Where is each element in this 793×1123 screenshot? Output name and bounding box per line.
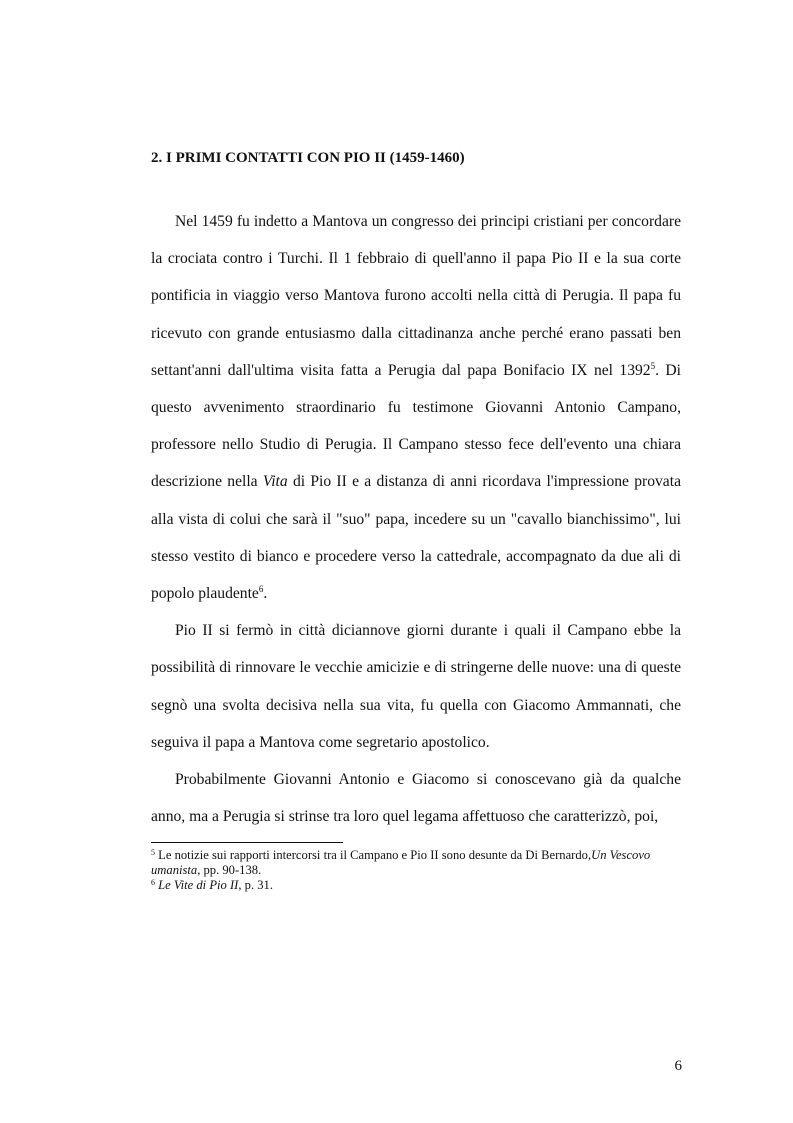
vita-title: Vita [262,473,288,491]
footnote-6 [151,878,681,893]
footnote-6-title: Le Vite di Pio II [155,878,239,892]
paragraph-1-text-d: . [263,585,268,603]
paragraph-1-text-b: . Di questo avvenimento straordinario fu testimone Giovanni Antonio Campano, professore nello Studio di Perugia. Il Campano stesso fece dell'evento una chiara descrizione nella [151,361,681,491]
page-number: 6 [674,1058,682,1074]
paragraph-1 [151,203,681,612]
footnotes [151,848,681,893]
paragraph-2: Pio II si fermò in città diciannove giorni durante i quali il Campano ebbe la possibilità di rinnovare le vecchie amicizie e di stringerne delle nuove: una di queste segnò una svolta decisiva nella sua vita, fu quella con Giacomo Ammannati, che seguiva il papa a Mantova come segretario apostolico. [151,622,681,751]
body-text [151,203,681,835]
footnote-6-number: 6 [151,878,155,887]
footnote-5-pages: , pp. 90-138. [197,863,262,877]
footnote-6-pages: , p. 31. [238,878,273,892]
paragraph-1-text-a: Nel 1459 fu indetto a Mantova un congresso dei principi cristiani per concordare la crociata contro i Turchi. Il 1 febbraio di quell'anno il papa Pio II e la sua corte pontificia in viaggio verso Mantova furono accolti nella città di Perugia. Il papa fu ricevuto con grande entusiasmo dalla cittadinanza anche perché erano passati ben settant'anni dall'ultima visita fatta a Perugia dal papa Bonifacio IX nel 1392 [151,213,681,379]
footnote-5 [151,848,681,878]
section-heading: 2. I PRIMI CONTATTI CON PIO II (1459-1460) [151,150,465,166]
footnote-ref-6: 6 [258,584,264,595]
footnote-ref-5: 5 [650,360,656,371]
footnote-5-text: Le notizie sui rapporti intercorsi tra il Campano e Pio II sono desunte da Di Bernardo, [155,848,592,862]
footnote-5-number: 5 [151,848,155,857]
paragraph-3: Probabilmente Giovanni Antonio e Giacomo si conoscevano già da qualche anno, ma a Perugia si strinse tra loro quel legama affettuoso che caratterizzò, poi, [151,771,681,826]
paragraph-1-text-c: di Pio II e a distanza di anni ricordava l'impressione provata alla vista di colui che sarà il "suo" papa, incedere su un "cavallo bianchissimo", lui stesso vestito di bianco e procedere verso la cattedrale, accompagnato da due ali di popolo plaudente [151,473,681,603]
footnote-5-title: Un Vescovo umanista [151,848,651,877]
footnote-separator [151,842,343,843]
